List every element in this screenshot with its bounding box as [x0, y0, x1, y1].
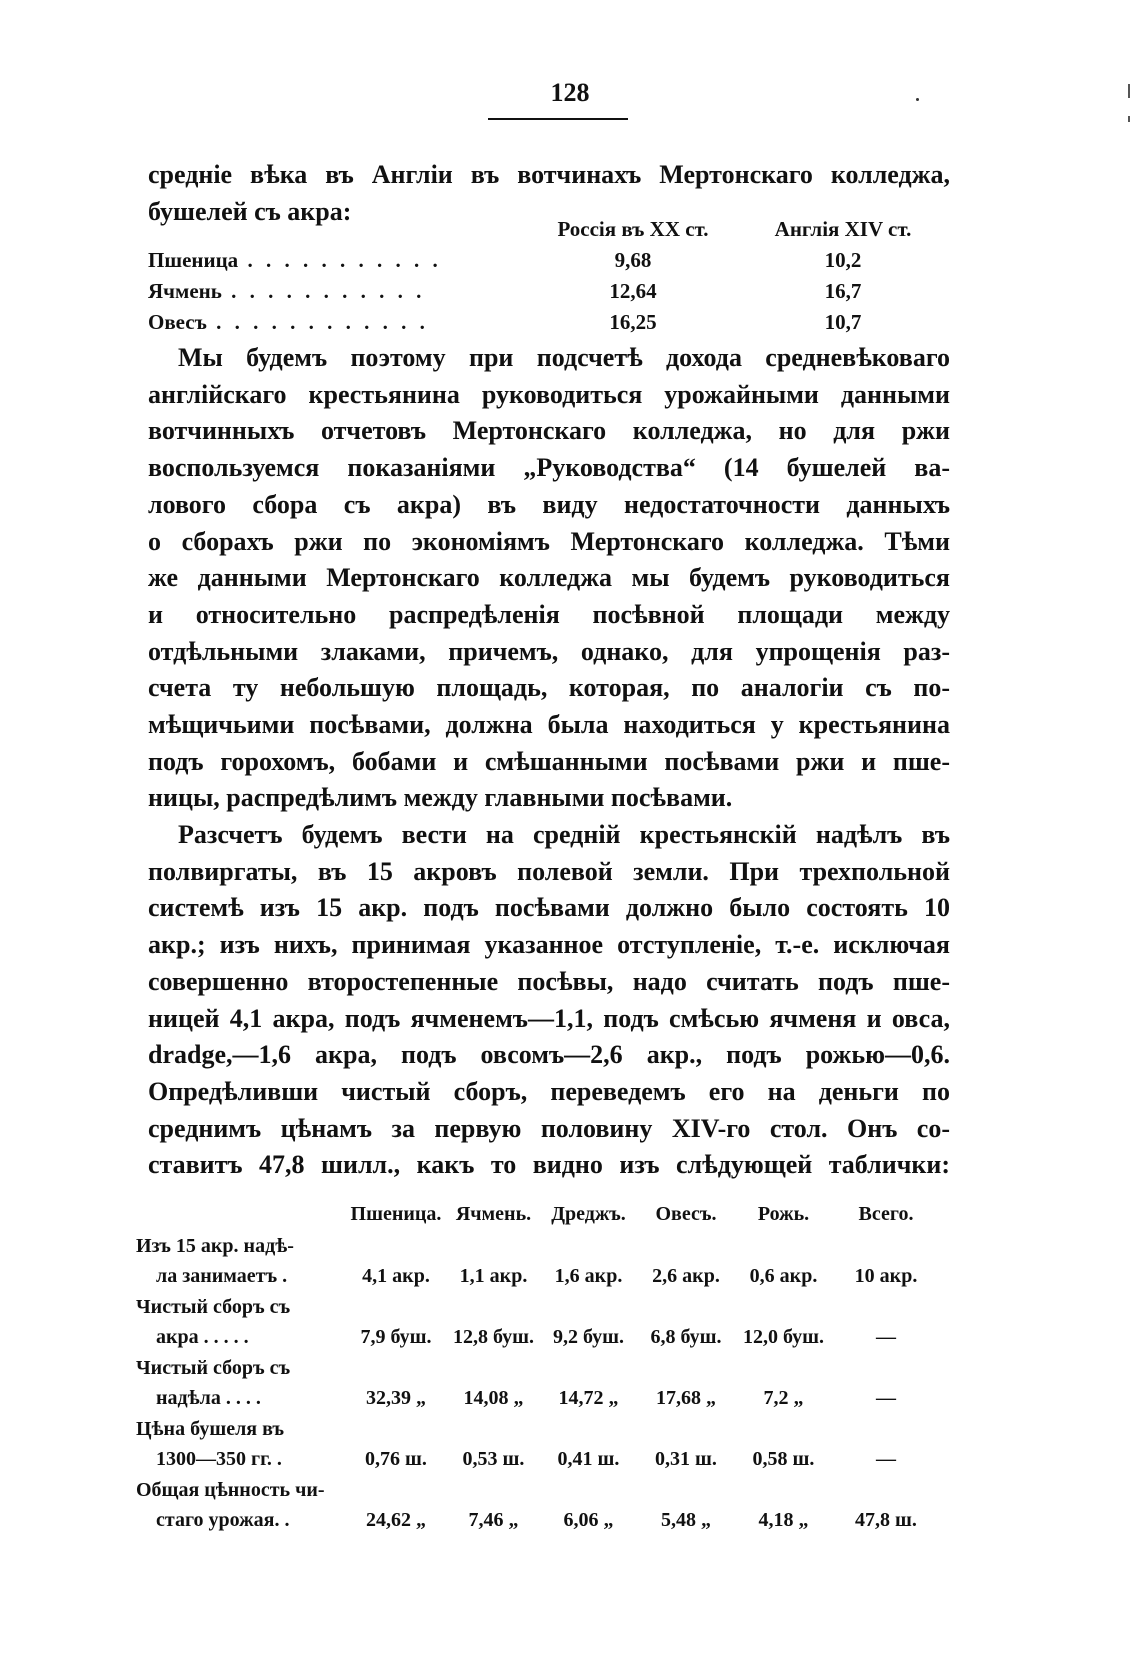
row-label-cont: ла занимаетъ . [156, 1265, 288, 1287]
intro-line: средніе вѣка въ Англіи въ вотчинахъ Мертонскаго колледжа, [148, 160, 950, 189]
text-line: ставитъ 47,8 шилл., какъ то видно изъ слѣдующей таблички: [148, 1150, 950, 1180]
income-table-header [136, 1197, 944, 1231]
col-header: Дреджъ. [551, 1202, 626, 1225]
table-cell: 6,8 буш. [650, 1326, 722, 1348]
table-row [136, 1322, 944, 1353]
text-line: dradge,—1,6 акра, подъ овсомъ—2,6 акр., подъ рожью—0,6. [148, 1040, 950, 1070]
table-cell: 0,31 ш. [655, 1448, 717, 1470]
text-line: же данными Мертонскаго колледжа мы будемъ руководиться [148, 563, 950, 593]
paragraph-1 [148, 340, 950, 817]
table-cell: 5,48 „ [661, 1509, 711, 1531]
table-cell: 32,39 „ [366, 1387, 426, 1409]
table-cell: 12,0 буш. [742, 1326, 825, 1348]
row-label-cont: акра . . . . . [156, 1326, 249, 1348]
table-row [136, 1261, 944, 1292]
row-label-cont: 1300—350 гг. . [156, 1448, 282, 1470]
table-cell: 7,2 „ [763, 1387, 804, 1409]
paragraph-2 [148, 817, 950, 1184]
table-cell: 6,06 „ [563, 1509, 614, 1531]
row-label: Цѣна бушеля въ [136, 1418, 285, 1440]
text-line: мѣщичьими посѣвами, должна была находиться у крестьянина [148, 710, 950, 740]
table-cell: 0,58 ш. [752, 1448, 815, 1470]
table-cell: 0,53 ш. [462, 1448, 525, 1470]
row-label-cont: надѣла . . . . [156, 1387, 261, 1409]
col-header: Всего. [858, 1202, 914, 1225]
row-label: Изъ 15 акр. надѣ- [136, 1235, 294, 1257]
yield-value-russia: 16,25 [609, 310, 657, 334]
table-cell: 1,6 акр. [554, 1265, 623, 1287]
margin-mark [1128, 84, 1130, 98]
yield-row-label: Ячмень [148, 279, 222, 303]
text-line: среднимъ цѣнамъ за первую половину XIV-го стол. Онъ со- [148, 1113, 950, 1143]
table-cell: 0,41 ш. [557, 1448, 620, 1470]
yield-value-england: 10,2 [824, 248, 862, 272]
table-cell: 24,62 „ [366, 1509, 426, 1531]
stray-dot [916, 98, 919, 101]
text-line: вотчинныхъ отчетовъ Мертонскаго колледжа, но для ржи [148, 416, 950, 446]
text-line: Опредѣливши чистый сборъ, переведемъ его на деньги по [148, 1076, 950, 1106]
table-cell: 9,2 буш. [552, 1326, 625, 1348]
leader-dots: . . . . . . . . . . . [238, 248, 442, 272]
table-cell: 7,9 буш. [360, 1326, 432, 1348]
text-line: подъ горохомъ, бобами и смѣшанными посѣвами ржи и пше- [148, 746, 950, 776]
yield-row-label: Овесъ [148, 310, 207, 334]
yield-value-england: 16,7 [824, 279, 862, 303]
yield-table-header [148, 214, 938, 245]
table-cell: 2,6 акр. [652, 1265, 720, 1287]
table-cell: 4,1 акр. [362, 1265, 430, 1287]
text-line: о сборахъ ржи по экономіямъ Мертонскаго колледжа. Тѣми [148, 526, 950, 556]
text-line: ницы, распредѣлимъ между главными посѣвами. [148, 783, 733, 813]
table-row [136, 1444, 944, 1475]
margin-mark [1128, 116, 1130, 122]
col-header: Рожь. [757, 1202, 810, 1225]
yield-row-label: Пшеница [148, 248, 239, 272]
text-line: и относительно распредѣленія посѣвной площади между [148, 599, 950, 629]
yield-value-russia: 12,64 [609, 279, 657, 303]
table-cell: — [876, 1448, 896, 1470]
text-line: отдѣльными злаками, причемъ, однако, для упрощенія раз- [148, 636, 950, 666]
text-line: лового сбора съ акра) въ виду недостаточности данныхъ [148, 489, 950, 519]
table-row [136, 1383, 944, 1414]
text-line: полвиргаты, въ 15 акровъ полевой земли. При трехпольной [148, 856, 950, 886]
table-cell: 14,72 „ [558, 1387, 619, 1409]
yield-row [148, 245, 938, 276]
row-label-cont: стаго урожая. . [156, 1509, 290, 1531]
text-line: англійскаго крестьянина руководиться урожайными данными [148, 379, 950, 409]
yield-row [148, 307, 938, 338]
yield-col-russia: Россія въ XX ст. [557, 217, 709, 241]
col-header: Ячмень. [455, 1202, 532, 1225]
income-table [136, 1197, 944, 1536]
table-cell: 7,46 „ [468, 1509, 519, 1531]
yield-value-russia: 9,68 [614, 248, 652, 272]
table-cell: — [876, 1387, 896, 1409]
col-header: Овесъ. [655, 1202, 717, 1225]
yield-col-england: Англія XIV ст. [774, 217, 912, 241]
table-cell: 47,8 ш. [855, 1509, 917, 1531]
row-label: Чистый сборъ съ [136, 1296, 291, 1318]
text-line: воспользуемся показаніями „Руководства“ (14 бушелей ва- [148, 453, 950, 483]
text-line: совершенно второстепенные посѣвы, надо считать подъ пше- [148, 966, 950, 996]
text-line: счета ту небольшую площадь, которая, по аналогіи съ по- [148, 673, 950, 703]
text-line: Мы будемъ поэтому при подсчетѣ дохода средневѣковаго [178, 343, 950, 372]
yield-value-england: 10,7 [824, 310, 862, 334]
table-row [136, 1505, 944, 1536]
table-cell: 14,08 „ [463, 1387, 524, 1409]
table-cell: 0,6 акр. [749, 1265, 818, 1287]
text-line: ницей 4,1 акра, подъ ячменемъ—1,1, подъ смѣсью ячменя и овса, [148, 1003, 950, 1033]
table-cell: 17,68 „ [656, 1387, 716, 1409]
row-label: Чистый сборъ съ [136, 1357, 291, 1379]
table-cell: 10 акр. [854, 1265, 918, 1287]
yield-table [148, 214, 938, 338]
table-cell: 12,8 буш. [452, 1326, 535, 1348]
leader-dots: . . . . . . . . . . . [221, 279, 426, 303]
leader-dots: . . . . . . . . . . . . [206, 310, 429, 334]
text-line: Разсчетъ будемъ вести на средній крестьянскій надѣлъ въ [178, 820, 950, 849]
text-line: акр.; изъ нихъ, принимая указанное отступленіе, т.-е. исключая [148, 930, 950, 960]
page-number: 128 [550, 78, 590, 107]
page-number-rule [488, 118, 628, 120]
table-cell: 1,1 акр. [459, 1265, 528, 1287]
table-cell: 0,76 ш. [365, 1448, 427, 1470]
table-cell: — [876, 1326, 896, 1348]
col-header: Пшеница. [350, 1202, 442, 1225]
intro-line: бушелей съ акра: [148, 197, 352, 226]
row-label: Общая цѣнность чи- [136, 1479, 325, 1501]
table-cell: 4,18 „ [758, 1509, 809, 1531]
yield-row [148, 276, 938, 307]
text-line: системѣ изъ 15 акр. подъ посѣвами должно было состоять 10 [148, 893, 950, 923]
